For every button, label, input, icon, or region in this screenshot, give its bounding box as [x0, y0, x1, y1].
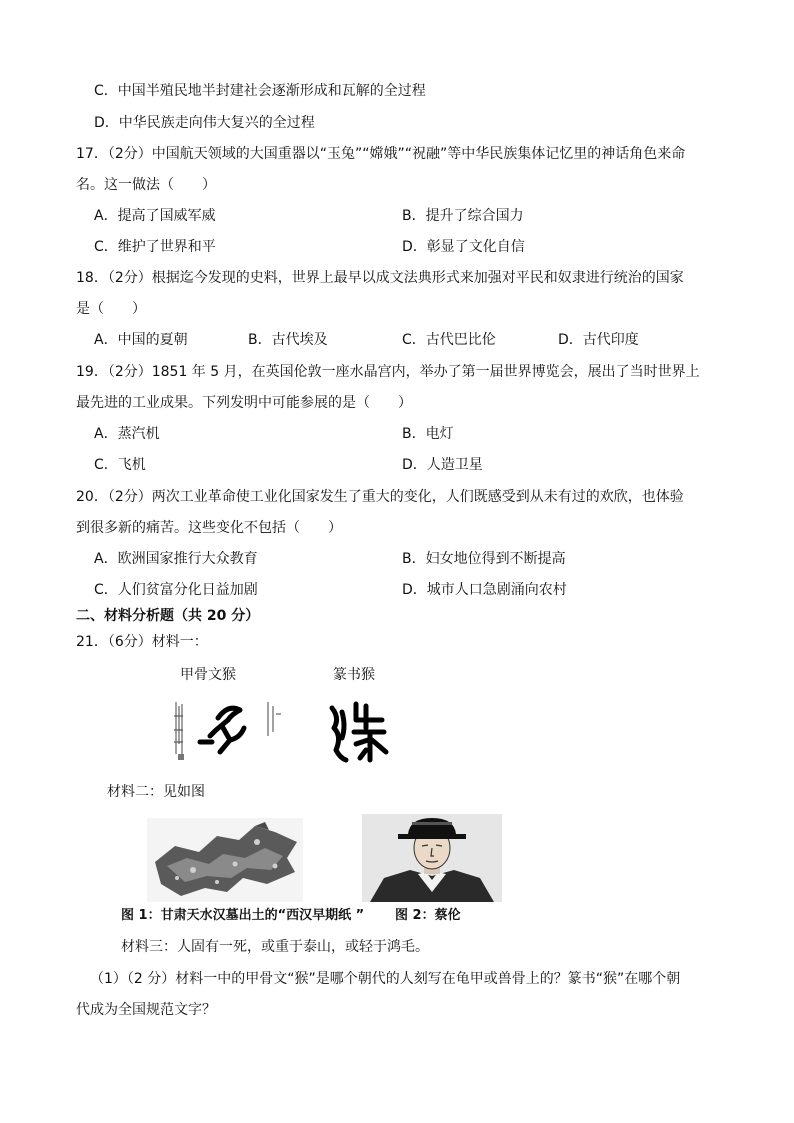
q18-option-b: B．古代埃及 [248, 332, 328, 348]
q20-option-b: B．妇女地位得到不断提高 [402, 551, 566, 567]
material-three-text: 材料三：人固有一死，或重于泰山，或轻于鸿毛。 [121, 939, 429, 955]
q19-option-c: C．飞机 [94, 457, 146, 473]
figure1-caption: 图 1：甘肃天水汉墓出土的“西汉早期纸 ” [121, 908, 365, 923]
q19-option-b: B．电灯 [402, 426, 454, 442]
q20-stem-line1: 20．（2分）两次工业革命使工业化国家发生了重大的变化，人们既感受到从未有过的欢欣，也体验 [76, 489, 684, 505]
q19-option-d: D．人造卫星 [402, 457, 483, 473]
q17-stem-line1: 17．（2分）中国航天领域的大国重器以“玉兔”“嫦娥”“祝融”等中华民族集体记忆里的神话角色来命 [76, 146, 686, 162]
q20-stem-line2: 到很多新的痛苦。这些变化不包括（ ） [76, 520, 342, 536]
q18-option-d: D．古代印度 [558, 332, 639, 348]
material-two-label: 材料二：见如图 [107, 784, 205, 800]
q21-sub1-line2: 代成为全国规范文字？ [76, 1002, 216, 1018]
q16-option-c: C．中国半殖民地半封建社会逐渐形成和瓦解的全过程 [94, 83, 426, 99]
figure1-paper-image [147, 818, 303, 902]
q17-stem-line2: 名。这一做法（ ） [76, 177, 216, 193]
seal-script-label: 篆书猴 [333, 667, 375, 683]
q19-stem-line2: 最先进的工业成果。下列发明中可能参展的是（ ） [76, 395, 412, 411]
section-heading: 二、材料分析题（共 20 分） [76, 608, 260, 624]
q18-option-c: C．古代巴比伦 [402, 332, 496, 348]
q17-option-a: A．提高了国威军威 [94, 208, 216, 224]
oracle-bone-monkey-image [170, 696, 290, 764]
q19-option-a: A．蒸汽机 [94, 426, 160, 442]
seal-script-monkey-image [326, 698, 390, 766]
q20-option-a: A．欧洲国家推行大众教育 [94, 551, 258, 567]
q21-stem: 21．（6分）材料一： [76, 634, 208, 650]
q21-sub1-line1: （1）（2 分）材料一中的甲骨文“猴”是哪个朝代的人刻写在龟甲或兽骨上的？篆书“猴”在哪个朝 [90, 971, 681, 987]
q17-option-b: B．提升了综合国力 [402, 208, 524, 224]
figure2-portrait-image [362, 814, 502, 902]
q17-option-c: C．维护了世界和平 [94, 239, 216, 255]
q20-option-c: C．人们贫富分化日益加剧 [94, 582, 258, 598]
oracle-bone-label: 甲骨文猴 [180, 667, 236, 683]
q18-stem-line2: 是（ ） [76, 301, 146, 317]
q18-option-a: A．中国的夏朝 [94, 332, 188, 348]
figure2-caption: 图 2：蔡伦 [395, 908, 461, 923]
q17-option-d: D．彰显了文化自信 [402, 239, 525, 255]
q16-option-d: D．中华民族走向伟大复兴的全过程 [94, 115, 315, 131]
q19-stem-line1: 19．（2分）1851 年 5 月，在英国伦敦一座水晶宫内，举办了第一届世界博览会，展出了当时世界上 [76, 364, 700, 380]
q18-stem-line1: 18．（2分）根据迄今发现的史料，世界上最早以成文法典形式来加强对平民和奴隶进行统治的国家 [76, 270, 684, 286]
q20-option-d: D．城市人口急剧涌向农村 [402, 582, 567, 598]
